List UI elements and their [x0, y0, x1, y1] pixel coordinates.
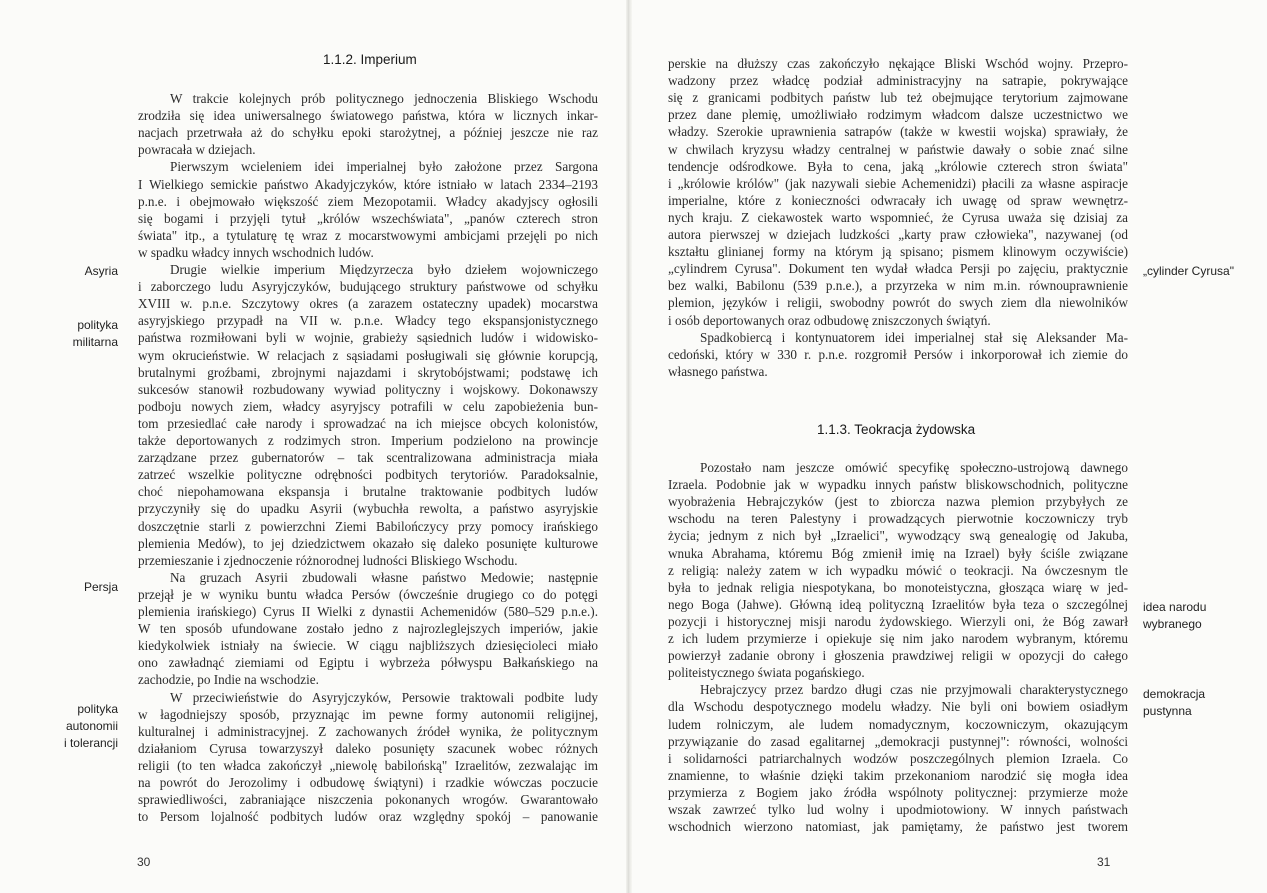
page-number: 30: [137, 855, 151, 869]
text-line: powierzył zadanie obrony i głoszenia prawdziwej religii w opozycji do całego: [668, 648, 1128, 664]
text-line: W ten sposób ufundowane zostało jedno z najrozleglejszych imperiów, jakie: [138, 621, 598, 637]
text-line: doszczętnie starli z powierzchni Ziemi Babilończycy przy pomocy irańskiego: [138, 518, 598, 534]
text-line: powracała w dziejach.: [138, 142, 256, 158]
text-line: kształtu glinianej formy na którym ją spisano; pismem klinowym oczywiście): [668, 244, 1128, 260]
text-line: Spadkobiercą i kontynuatorem idei imperialnej stał się Aleksander Ma-: [700, 329, 1128, 345]
text-line: W trakcie kolejnych prób politycznego jednoczenia Bliskiego Wschodu: [170, 91, 598, 106]
text-line: wym okrucieństwie. W relacjach z sąsiadami posługiwali się głównie korupcją,: [138, 347, 598, 363]
text-line: podboju nowych ziem, władcy asyryjscy potrafili w celu zapobieżenia bun-: [138, 398, 598, 414]
text-line: własnego państwa.: [668, 363, 768, 379]
text-line: „cylindrem Cyrusa". Dokument ten wydał władca Persji po zajęciu, praktycznie: [668, 261, 1128, 277]
text-line: imperialne, które z konieczności odwracały ich uwagę od spraw wewnętrz-: [668, 192, 1128, 208]
text-line: przejął je w wyniku buntu władca Persów (ówcześnie drugiego co do potęgi: [138, 586, 598, 602]
text-line: autora pierwszej w dziejach ludzkości „karty praw człowieka", nazywanej (od: [668, 227, 1128, 242]
book-spine: [626, 0, 632, 893]
margin-note-line: polityka: [77, 318, 118, 332]
text-line: i osób deportowanych oraz odbudowę zniszczonych świątyń.: [668, 312, 991, 328]
text-line: wschodu na teren Palestyny i prowadzących pierwotnie koczowniczy tryb: [668, 511, 1128, 527]
page-number: 31: [1097, 855, 1111, 869]
text-line: wschodnich wierzono natomiast, jak pamiętamy, że państwo jest tworem: [668, 819, 1128, 835]
text-line: przez dane plemię, umożliwiało rodzimym władcom dalsze uczestnictwo we: [668, 107, 1128, 123]
text-line: z ich ludem przymierze i opiekuje się nim jako narodem wybranym, któremu: [668, 631, 1128, 646]
margin-note-persja: [84, 579, 118, 596]
text-line: Pozostało nam jeszcze omówić specyfikę społeczno-ustrojową dawnego: [700, 460, 1128, 475]
margin-note-line: autonomii: [65, 719, 118, 733]
text-line: się z granicami podbitych państw lub też obejmujące terytorium zajmowane: [668, 90, 1128, 106]
section-heading-teokracja: 1.1.3. Teokracja żydowska: [817, 422, 976, 437]
text-line: zarządzane przez gubernatorów – tak scentralizowana administracja miała: [138, 450, 598, 466]
text-line: politeistycznego świata pogańskiego.: [668, 665, 865, 681]
text-line: zachodzie, po Indie na wschodzie.: [138, 672, 319, 688]
text-line: asyryjskiego przypadł na VII w. p.n.e. Władcy tego ekspansjonistycznego: [138, 313, 598, 329]
text-line: działaniom Cyrusa towarzyszył daleko posunięty szacunek wobec różnych: [138, 740, 598, 756]
text-line: znamienne, to właśnie dzięki takim przekonaniom narodzić się mogła idea: [668, 767, 1128, 783]
text-line: plemienia irańskiego) Cyrus II Wielki z dynastii Achemenidów (580–529 p.n.e.).: [138, 604, 598, 619]
text-line: przywiązanie do zasad egalitarnej „demokracji pustynnej": równości, wolności: [668, 733, 1128, 749]
text-line: religii (to ten władca zakończył „niewolę babilońską" Izraelitów, zezwalając im: [138, 757, 598, 773]
margin-note-line: Asyria: [84, 264, 118, 278]
margin-note-line: „cylinder Cyrusa": [1143, 264, 1234, 278]
text-line: kiedykolwiek istniały na świecie. W ciągu najbliższych dziesięcioleci miało: [138, 638, 598, 654]
text-line: tendencje odśrodkowe. Była to cena, jaką „królowie czterech stron świata": [668, 158, 1128, 174]
text-line: pozycji i historycznej misji narodu żydowskiego. Wierzyli oni, że Bóg zawarł: [668, 613, 1128, 629]
text-line: zrodziła się idea uniwersalnego światowego państwa, która w licznych inkar-: [138, 108, 598, 124]
text-line: Drugie wielkie imperium Międzyrzecza było dziełem wojowniczego: [170, 262, 598, 277]
text-line: Pierwszym wcieleniem idei imperialnej było założone przez Sargona: [170, 159, 598, 175]
margin-note-line: i tolerancji: [63, 736, 118, 750]
text-line: kulturalnej i administracyjnej. Z zachowanych źródeł wynika, że politycznym: [138, 723, 598, 739]
text-line: i solidarności patriarchalnych wodzów poszczególnych plemion Izraela. Co: [668, 750, 1128, 766]
text-line: wnuka Abrahama, któremu Bóg zmienił imię na Izrael) były ściśle związane: [668, 545, 1128, 561]
text-line: perskie na dłuższy czas zakończyło nękające Bliski Wschód wojny. Przepro-: [668, 56, 1128, 71]
text-line: państwa rozmiłowani byli w wojnie, grabieży sąsiednich ludów i widowisko-: [138, 330, 598, 346]
text-line: Na gruzach Asyrii zbudowali własne państwo Medowie; następnie: [170, 569, 598, 585]
text-line: ono zawładnąć ziemiami od Egiptu i wybrzeża półwyspu Bałkańskiego na: [138, 655, 598, 671]
text-line: wszak zawrzeć tylko lud wolny i upodmiotowiony. W innych państwach: [668, 802, 1128, 817]
margin-note-polityka-autonomii: [64, 701, 118, 752]
text-line: była to jednak religia niespotykana, bo monoteistyczna, głosząca wiarę w jed-: [668, 579, 1128, 595]
margin-note-line: idea narodu: [1143, 600, 1207, 614]
text-line: tom przesiedlać całe narody i sprowadzać na ich miejsce obcych kolonistów,: [138, 415, 598, 431]
text-line: przemieszanie i zjednoczenie różnorodnej ludności Bliskiego Wschodu.: [138, 552, 518, 568]
text-line: ludem rolniczym, ale ludem nomadycznym, koczowniczym, okazującym: [668, 716, 1128, 732]
text-line: p.n.e. i obejmowało większość ziem Mezopotamii. Władcy akadyjscy ogłosili: [138, 193, 598, 209]
section-heading-imperium: 1.1.2. Imperium: [323, 52, 417, 67]
text-line: w chwilach kryzysu władzy centralnej w państwie dawały o sobie znać silne: [668, 141, 1128, 157]
text-line: nego Boga (Jahwe). Główną ideą polityczną Izraelitów była teza o szczególnej: [668, 596, 1128, 612]
text-line: sprawiedliwości, zabraniające niszczenia pokonanych wrogów. Gwarantowało: [138, 792, 598, 808]
text-line: plemienia Medów), to jej dziedzictwem okazało się daleko posunięte kulturowe: [138, 535, 598, 551]
text-line: dla Wschodu despotycznego modelu władzy. Nie byli oni bowiem osiadłym: [668, 699, 1128, 715]
text-line: sukcesów stanowił rozbudowany wywiad polityczny i wojskowy. Dokonawszy: [138, 381, 598, 397]
text-line: przyczyniły się do upadku Asyrii (wybuchła rewolta, a państwo asyryjskie: [138, 501, 598, 517]
text-line: władzy. Szerokie uprawnienia satrapów (także w kwestii wojska) sprawiały, że: [668, 124, 1128, 140]
text-line: świata" itp., a tytulaturę tę wraz z mocarstwowymi ambicjami przejęli po nich: [138, 227, 598, 243]
text-line: Izraela. Podobnie jak w wypadku innych państw bliskowschodnich, polityczne: [668, 477, 1128, 493]
text-line: życia; jednym z nich był „Izraelici", wywodzący swą genealogię od Jakuba,: [668, 528, 1128, 544]
margin-note-idea-narodu-wybranego: [1143, 599, 1206, 633]
text-line: plemion, języków i religii, swobodny powrót do swych ziem dla niewolników: [668, 295, 1128, 311]
text-line: W przeciwieństwie do Asyryjczyków, Persowie traktowali podbite ludy: [170, 689, 598, 705]
text-line: i zaborczego ludu Asyryjczyków, budującego struktury państwowe od schyłku: [138, 279, 598, 295]
text-line: w łagodniejszy sposób, przyznając im pewne formy autonomii religijnej,: [138, 706, 598, 722]
text-line: wyobrażenia Hebrajczyków (jest to zbiorcza nazwa plemion przybyłych ze: [668, 494, 1128, 510]
margin-note-demokracja-pustynna: [1143, 686, 1205, 720]
margin-note-cylinder-cyrusa: [1143, 263, 1234, 280]
text-line: się bogami i przyjęli tytuł „królów wszechświata", „panów czterech stron: [138, 210, 598, 226]
text-line: wadzony przez władcę podział administracyjny na satrapie, pokrywające: [668, 73, 1128, 89]
text-line: nych kraju. Z ciekawostek warto wspomnieć, że Cyrusa uważa się dzisiaj za: [668, 209, 1128, 225]
text-line: nacjach przetrwała aż do schyłku epoki starożytnej, a później jeszcze nie raz: [138, 125, 598, 141]
right-page: [634, 0, 1267, 893]
text-line: XVIII w. p.n.e. Szczytowy okres (a zarazem ostateczny upadek) mocarstwa: [138, 296, 598, 312]
text-line: także deportowanych z rodzimych stron. Imperium podzielono na prowincje: [138, 433, 598, 448]
text-line: i „królowie królów" (jak nazywali siebie Achemenidzi) płacili za własne aspiracje: [668, 175, 1128, 191]
text-line: bez walki, Babilonu (539 p.n.e.), a przyrzeka w nim m.in. równouprawnienie: [668, 278, 1128, 294]
margin-note-polityka-militarna: [73, 317, 118, 351]
margin-note-line: demokracja: [1143, 687, 1206, 701]
left-page: [0, 0, 628, 893]
margin-note-line: polityka: [77, 702, 118, 716]
margin-note-line: pustynna: [1143, 704, 1192, 718]
margin-note-line: wybranego: [1143, 617, 1202, 631]
margin-note-line: militarna: [72, 335, 118, 349]
margin-note-line: Persja: [83, 580, 118, 594]
text-line: w spadku władcy innych wschodnich ludów.: [138, 244, 374, 260]
text-line: to Persom lojalność podbitych ludów oraz względny spokój – panowanie: [138, 809, 598, 825]
text-line: cedoński, który w 330 r. p.n.e. rozgromił Persów i inkorporował ich ziemie do: [668, 346, 1128, 362]
text-line: Hebrajczycy przez bardzo długi czas nie przyjmowali charakterystycznego: [700, 682, 1128, 698]
text-line: I Wielkiego semickie państwo Akadyjczyków, które istniało w latach 2334–2193: [138, 176, 598, 192]
text-line: przymierza z Bogiem jako źródła wspólnoty politycznej: przymierze może: [668, 784, 1128, 800]
text-line: zatrzeć wszelkie polityczne odrębności podbitych terytoriów. Paradoksalnie,: [138, 467, 598, 483]
margin-note-asyria: [85, 263, 118, 280]
text-line: brutalnymi groźbami, zbrojnymi najazdami i skrytobójstwami; podstawę ich: [138, 364, 598, 380]
text-line: z religią: należy zatem w ich wypadku mówić o teokracji. Na ówczesnym tle: [668, 562, 1128, 578]
text-line: choć niepohamowana ekspansja i brutalne traktowanie podbitych ludów: [138, 484, 598, 500]
text-line: na powrót do Jerozolimy i odbudowę świątyni) i rzadkie wówczas poczucie: [138, 775, 598, 790]
